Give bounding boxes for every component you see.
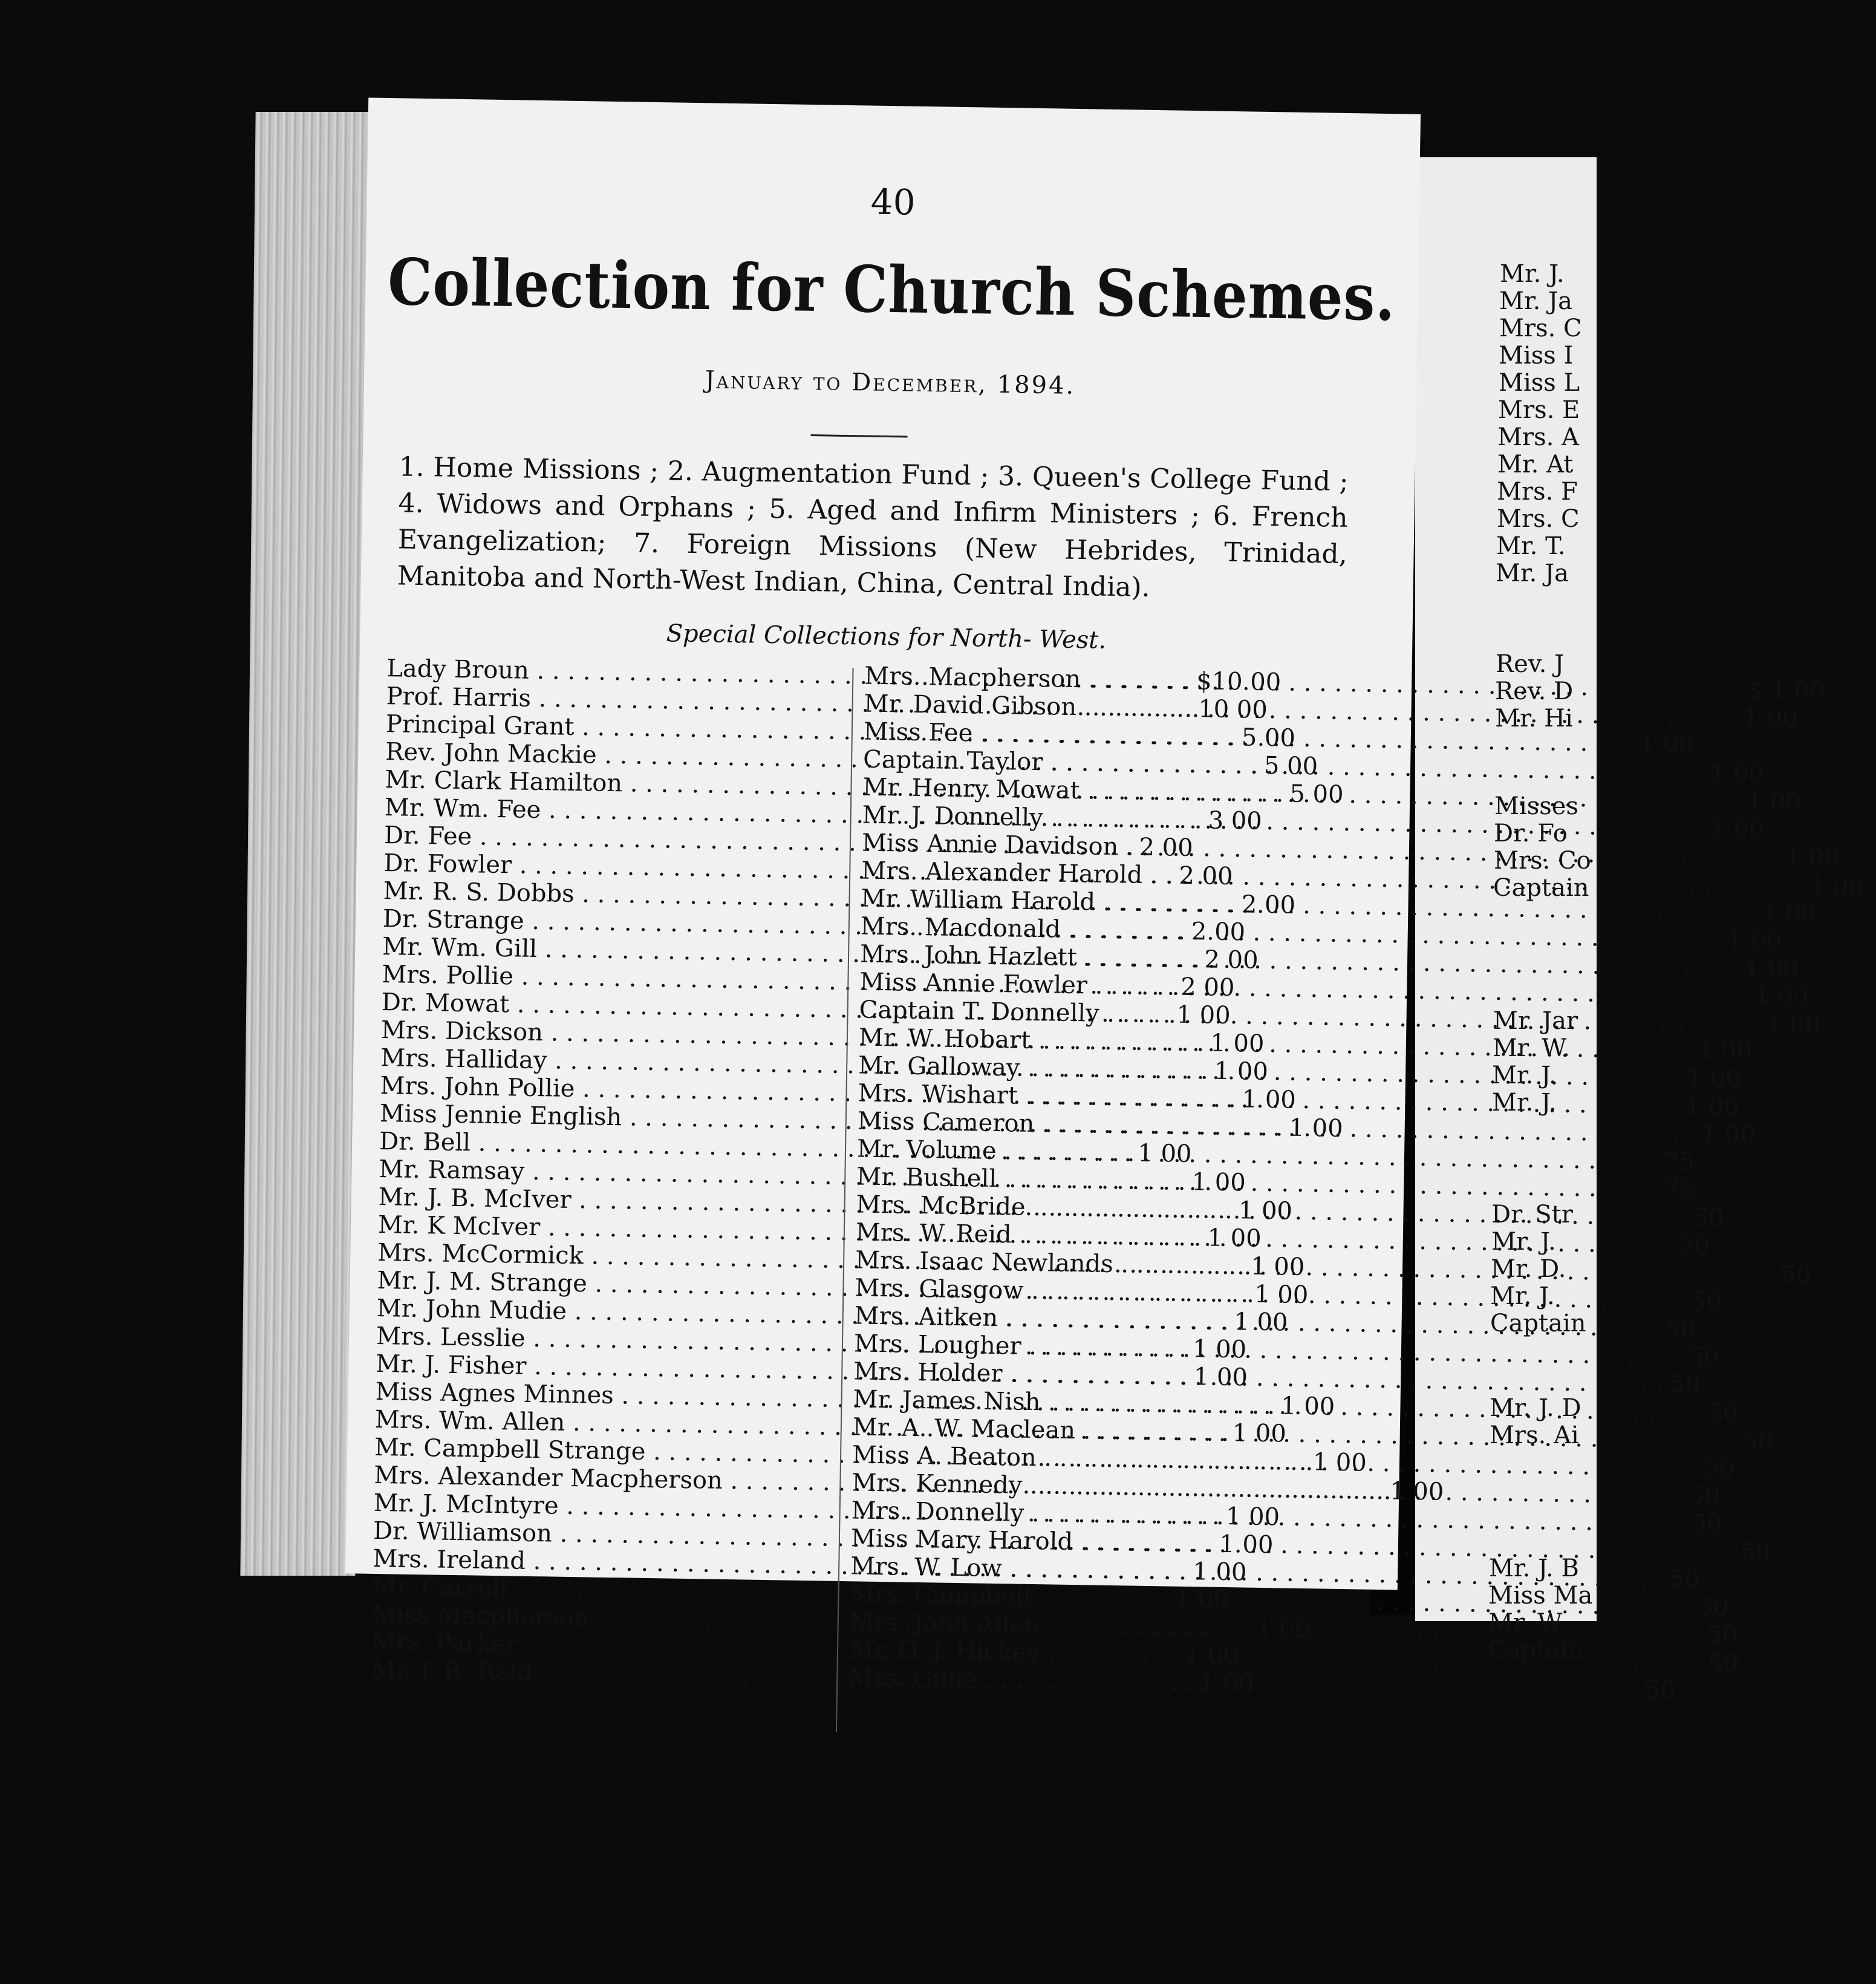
donation-amount: 1 00 [1280,1392,1335,1421]
donation-amount: 10 00 [1197,695,1268,724]
donation-amount: 1 00 [1238,1196,1293,1225]
donor-name: Mrs. Alexander Macpherson . . . [374,1461,1384,1505]
donation-amount: 1 00 [1710,814,1765,843]
donor-name: Mr. J. B. McIver . . . [378,1183,1233,1224]
donation-amount: 1 00 [1744,954,1799,983]
donation-amount: 1 00 [1193,1363,1248,1392]
donation-amount: 1 00 [1254,1280,1309,1310]
donor-name: Miss Macpherson . . . [372,1601,1251,1642]
donation-amount: 1 00 [1256,1614,1311,1643]
facing-page-fragment: Mr. J. [1490,1282,1555,1310]
donation-amount: 1 00 [1727,925,1782,955]
donor-name: Mrs. W. Low . . . [850,1552,1664,1593]
donation-amount: 1 00 [1685,1092,1739,1121]
donor-name: Dr. Fee . . . [384,821,1133,861]
donor-name: Miss A. Beaton . . . [852,1441,1698,1482]
facing-page-fragment: Mr. D. [1491,1255,1566,1283]
donor-name: Miss Jennie English . . . [380,1100,1283,1141]
facing-page-fragment: Mr. T. [1496,532,1566,560]
donation-amount: 50 [1669,1565,1701,1594]
page-number: 40 [870,181,916,223]
facing-page-fragment: Mr. At [1497,451,1574,478]
donor-name: Mrs. John Allen . . . [849,1608,1701,1649]
donation-amount: 1 00 [1214,1057,1269,1086]
donation-amount: 2 00 [1139,833,1194,863]
donation-amount: 50 [1707,1649,1739,1678]
facing-page-fragment: Rev. J [1496,650,1565,678]
donor-name: Mrs. Lesslie . . . [376,1322,1187,1363]
donor-name: Mrs. Kennedy . . . [852,1469,1684,1510]
donation-amount: 1 00 [1210,1029,1265,1058]
donation-amount: 50 [1669,1370,1701,1399]
facing-page-fragment: Dr. Str [1491,1201,1573,1229]
donor-name: Dr. Bell . . . [379,1127,1132,1167]
donation-amount: 1 00 [1176,1000,1231,1030]
facing-page-fragment: Mr. W. [1493,1034,1570,1062]
donation-amount: 2 00 [1204,945,1259,974]
donor-name: Miss Annie Fowler . . . [859,968,1749,1010]
donation-amount: 1 00 [1701,1120,1756,1149]
donor-name: Mrs. Lougher . . . [854,1330,1683,1371]
donor-name: Rev. John Mackie . . . [385,738,1258,780]
donor-name: Captain Taylor . . . [863,745,1704,786]
donation-amount: 1 00 [1710,759,1765,788]
facing-page-fragment: Mrs. Co [1494,847,1591,875]
title-rule [811,434,908,438]
donor-name: Mrs. Macdonald . . . [860,912,1722,953]
donation-amount: 50 [1688,1343,1720,1371]
donor-name: Principal Grant . . . [386,710,1236,751]
donation-amount: 1 00 [1785,843,1840,872]
donation-amount: 50 [1689,1482,1721,1510]
donor-name: Mr. Henry Mowat . . . [862,773,1741,815]
donor-name: Mr. J. M. Strange . . . [377,1267,1248,1308]
donation-amount: 1 00 [1754,982,1809,1011]
donor-name: Mr. James Nish . . . [853,1385,1702,1426]
donation-amount: 1 00 [1762,898,1817,928]
facing-page-fragment: Miss Ma [1488,1582,1593,1610]
donation-amount: 1 00 [1312,1448,1367,1477]
donation-amount: 1 00 [1138,1139,1192,1169]
facing-page-fragment: Mr. J. D [1490,1394,1581,1422]
facing-page-fragment: Miss I [1499,342,1574,370]
facing-page-fragment: Miss L [1499,369,1580,397]
donor-name: Mr. Bushell . . . [856,1163,1658,1203]
facing-page-fragment: Mrs. Ai [1490,1421,1579,1449]
donation-amount: 1 00 [1184,1641,1239,1670]
facing-page-fragment: Dr. Fo [1494,820,1568,847]
donation-amount: 2 00 [1191,918,1246,947]
donation-amount: 1 00 [1389,1477,1444,1506]
donor-name: Dr. Fowler . . . [383,849,1173,889]
donor-name: Dr. Strange . . . [383,905,1186,945]
donor-name: Mr. Carroll . . . [372,1573,1169,1613]
donation-amount: 50 [1780,1261,1812,1290]
donor-name: Miss Mary Harold . . . [851,1524,1734,1566]
donor-name: Mrs. Wm. Allen . . . [375,1406,1226,1447]
donor-name: Mrs. Glasgow . . . [855,1274,1685,1315]
donor-name: Mr. R. S. Dobbs . . . [383,877,1236,918]
donor-name: Miss Agnes Minnes . . . [375,1378,1275,1420]
donation-amount: 1 00 [1250,1252,1305,1282]
donor-name: Mrs. Alexander Harold . . . [861,857,1804,899]
donor-name: Mrs. Donnelly . . . [851,1496,1685,1538]
donor-name: Mr. A. W. Maclean . . . [852,1413,1736,1455]
facing-page-fragment: Captain [1488,1636,1584,1664]
donor-name: Mrs. Isaac Newlands . . . [855,1246,1775,1288]
donation-amount: 50 [1698,1593,1729,1622]
donor-name: Mr. J. Fisher . . . [376,1350,1188,1391]
donation-amount: 1 00 [1242,1085,1297,1114]
facing-page-fragment: Mrs. A [1497,423,1579,451]
facing-page-fragment: Mr. Jar [1493,1007,1578,1035]
donor-name: Mr. William Harold . . . [861,884,1757,926]
donor-name: Mrs. Pollie . . . [382,961,1175,1001]
schemes-legend: 1. Home Missions ; 2. Augmentation Fund ; 3. Queen's College Fund ; 4. Widows and Orphans ; 5. Aged and Infirm Ministers ; 6. French Evangelization; 7. Foreign Missions (New Hebrides, Trinidad, Manitoba and North-West Indian, China, Central India). [397,451,1349,603]
donation-amount: 5 00 [1263,751,1318,781]
donor-name: Mrs. Parker . . . [371,1628,1179,1669]
donation-amount: 1 00 [1191,1168,1246,1197]
donor-name: Mrs. Holder . . . [853,1357,1664,1398]
donor-name: Mr. David Gibson . . . [864,690,1738,731]
special-collections-heading: Special Collections for North- West. [666,619,1107,654]
donation-amount: 1 00 [1192,1558,1247,1587]
donor-name: Mr. Campbell Strange . . . [374,1434,1307,1476]
donation-amount: 1 00 [1687,1064,1742,1094]
facing-page-fragment: Mr. J. [1491,1228,1556,1256]
facing-page-fragment: Mrs. C [1499,315,1582,342]
donation-amount: 5 00 [1241,723,1296,752]
facing-page-fragment: Mr. Ja [1496,560,1569,587]
facing-page-fragment: Mr. J. [1492,1089,1557,1117]
donation-amount: 3 00 [1208,806,1263,835]
donor-name: Mrs. John Hazlett . . . [860,940,1739,982]
donation-amount: 1 00 [1207,1224,1262,1253]
facing-page-fragment: Mr. J. [1500,260,1565,288]
donation-amount: 2 00 [1180,973,1235,1002]
donation-amount: 1 00 [1225,1503,1280,1532]
donation-amount: 1 00 [1766,1010,1821,1039]
facing-page-fragment: Mr. J. [1492,1062,1557,1089]
donation-amount: 1 00 [1192,1335,1247,1364]
donor-name: Mrs. Macpherson . . . [864,662,1742,703]
donation-amount: 1 00 [1174,1585,1229,1614]
donation-amount: 1 00 [1219,1530,1274,1559]
donor-name: Mr. O. J. Hickey . . . [849,1636,1702,1677]
donor-name: Mrs. Halliday . . . [380,1044,1208,1085]
donor-name: Lady Broun . . . [386,654,1190,695]
page-subtitle: January to December, 1894. [705,366,1076,400]
donor-name: Mrs. John Pollie . . . [380,1072,1236,1113]
donor-name: Mr. K McIver . . . [378,1211,1202,1251]
donation-amount: 1 00 [1199,1669,1254,1698]
facing-page-fragment: Mr. Ja [1499,287,1572,315]
facing-page-fragment: Mrs. C [1497,505,1580,533]
donation-amount: 5 00 [1289,780,1344,809]
donation-amount: 50 [1690,1287,1722,1316]
page-title: Collection for Church Schemes. [387,244,1396,336]
donor-name: Mr. Galloway . . . [858,1051,1681,1092]
donation-amount: 1 00 [1744,703,1798,733]
donation-amount: 50 [1692,1204,1724,1232]
donor-name: Captain T. Donnelly . . . [859,996,1760,1037]
donation-amount: 50 [1644,1676,1676,1705]
facing-page-fragment: Mr. W. [1488,1609,1566,1637]
donor-name: Miss Cameron . . . [857,1107,1696,1148]
donor-name: Mr. J. McIntyre . . . [373,1489,1220,1530]
donor-name: Mrs. McCormick . . . [377,1239,1245,1281]
facing-page-fragment: Mr. Hi [1495,705,1573,733]
donation-amount: 50 [1707,1621,1738,1650]
donation-amount: 1 00 [1640,729,1695,759]
donor-name: Mr. Clark Hamilton . . . [385,766,1284,808]
donor-name: Mrs. Gillie . . . [848,1663,1639,1704]
donor-name: Mr. J. Donnelly . . . [862,801,1704,842]
donor-name: Prof. Harris . . . [386,682,1192,723]
donor-name: Mrs. Ireland . . . [373,1545,1187,1585]
donor-name: Mrs. W. Reid . . . [856,1218,1673,1259]
facing-page-fragment: Rev. D [1495,677,1574,705]
donor-name: Mr. Wm. Gill . . . [382,933,1199,973]
donation-amount: 75 [1664,1175,1695,1204]
donation-amount: 1 00 [1698,1037,1752,1066]
facing-page-fragment: Mr. J. B [1489,1555,1579,1582]
donation-amount: 50 [1665,1314,1696,1343]
donation-amount: 1 00 [1809,872,1865,901]
donor-name: Mr. J. R. Reid . . . [371,1656,1194,1697]
donor-name: Miss Annie Davidson . . . [862,829,1780,871]
donation-amount: 1 00 [1234,1308,1288,1337]
donor-name: Dr. Mowat . . . [381,988,1170,1028]
donation-amount: 50 [1707,1398,1739,1428]
donation-amount: 2 00 [1179,861,1233,891]
donor-name: Mr. Wm. Fee . . . [384,794,1202,834]
donor-name: Mr. Ramsay . . . [379,1155,1186,1196]
donor-name: Dr. Williamson . . . [373,1517,1214,1558]
facing-page-fragment: Mrs. F [1497,478,1578,506]
donation-amount: 1 00 [1232,1419,1287,1448]
donor-name: Mr. W. Hobart . . . [859,1023,1692,1065]
donor-name: Mr. John Mudie . . . [376,1294,1228,1336]
donor-name: Miss Fee . . . [864,717,1634,757]
donation-amount: 50 [1691,1510,1722,1538]
donation-amount: $ 1 00 [1748,676,1826,705]
donor-name: Mrs. Dickson . . . [381,1016,1205,1057]
donation-amount: 50 [1678,1231,1710,1260]
donation-amount: 50 [1703,1454,1735,1483]
donation-amount: 75 [1663,1147,1695,1176]
donor-name: Mrs. McBride . . . [856,1190,1687,1232]
donation-amount: 1 00 [1747,787,1802,816]
donation-amount: 50 [1742,1427,1774,1456]
facing-page-fragment: Captain [1493,874,1589,902]
facing-page-fragment: Misses [1494,792,1579,820]
donor-name: Mr. Volume . . . [857,1135,1658,1175]
facing-page-fragment: Mrs. E [1498,396,1580,424]
facing-page-fragment: Captain [1490,1310,1586,1337]
donation-amount: 50 [1739,1538,1771,1567]
donation-amount: $10 00 [1196,667,1282,697]
donation-amount: 1 00 [1289,1114,1343,1143]
donor-name: Mrs. Wishart . . . [858,1079,1679,1120]
donor-name: Mrs. Campbell . . . [850,1580,1692,1621]
donor-name: Mrs. Aitken . . . [854,1302,1659,1342]
donation-amount: 2 00 [1241,890,1296,919]
